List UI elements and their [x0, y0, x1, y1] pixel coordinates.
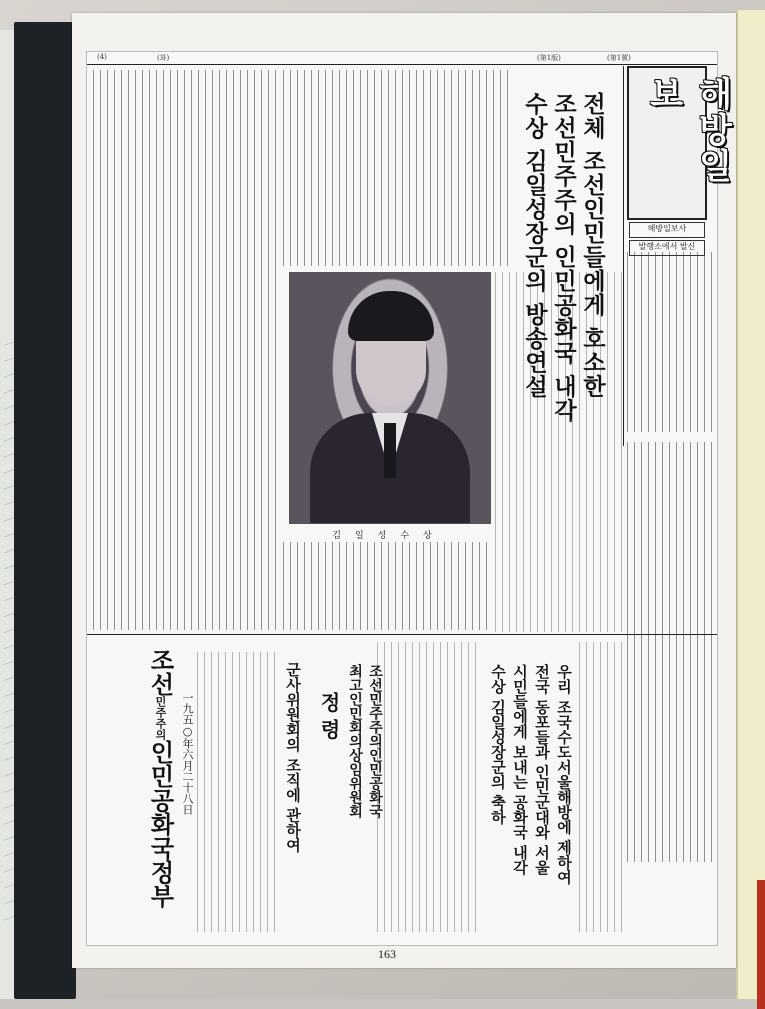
portrait-photo [289, 272, 491, 524]
government-title-small: 민주주의 [154, 696, 167, 740]
decree-subtitle: 군사위원회의 조직에 관하여 [284, 662, 302, 853]
government-date: 一九五○年六月二十八日 [181, 692, 194, 815]
column-rule [623, 66, 624, 446]
header-mark: (화) [157, 54, 170, 62]
congrats-line: 전국 동포들과 인민군대와 서울 [533, 664, 551, 875]
masthead [627, 66, 732, 266]
headline-line: 조선민주주의 인민공화국 내각 [550, 92, 576, 423]
congrats-line: 우리 조국수도서울해방에 제하여 [555, 664, 573, 885]
article-text [93, 70, 279, 630]
page-number: 163 [378, 947, 396, 961]
book-page [72, 13, 736, 968]
decree-org-line: 조선민주주의인민공화국 [367, 664, 383, 818]
government-title-main: 인민공화국정부 [146, 740, 174, 908]
article-text [627, 252, 715, 432]
headline-line: 수상 김일성장군의 방송연설 [521, 92, 547, 399]
newspaper-logo [627, 66, 732, 220]
issue-line: 해방일보사 [629, 222, 705, 238]
photo-caption: 김일성수상 [332, 531, 446, 541]
decree-org-line: 최고인민회의상임위원회 [347, 664, 363, 818]
article-text [579, 642, 623, 932]
main-headline [519, 92, 606, 422]
newspaper-name: 해방일보 [643, 76, 732, 184]
article-text [283, 70, 509, 266]
bookmark-strip [757, 880, 765, 1009]
article-text [197, 652, 277, 932]
headline-line: 전체 조선인민들에게 호소한 [579, 92, 605, 399]
header-row [87, 52, 717, 65]
government-title [143, 648, 178, 938]
next-page-edge [736, 10, 765, 999]
binder-edge [14, 22, 76, 999]
article-text [377, 642, 477, 932]
header-mark: (第1版) [537, 54, 561, 62]
congrats-headline [487, 664, 575, 924]
header-mark: (第1號) [607, 54, 631, 62]
newspaper-page [86, 51, 732, 946]
header-mark: (4) [97, 53, 107, 61]
congrats-line: 시민들에게 보내는 공화국 내각 [511, 664, 529, 875]
congrats-line: 수상 김일성장군의 축하 [489, 664, 507, 825]
decree-title: 정 령 [317, 692, 341, 739]
photo-tie [384, 423, 396, 478]
issue-line: 발행소에서 발신 [629, 240, 705, 256]
article-text [627, 442, 715, 862]
photo-hair [348, 291, 434, 341]
section-rule [87, 634, 717, 635]
article-text [283, 542, 493, 630]
government-title-prefix: 조선 [146, 648, 174, 696]
